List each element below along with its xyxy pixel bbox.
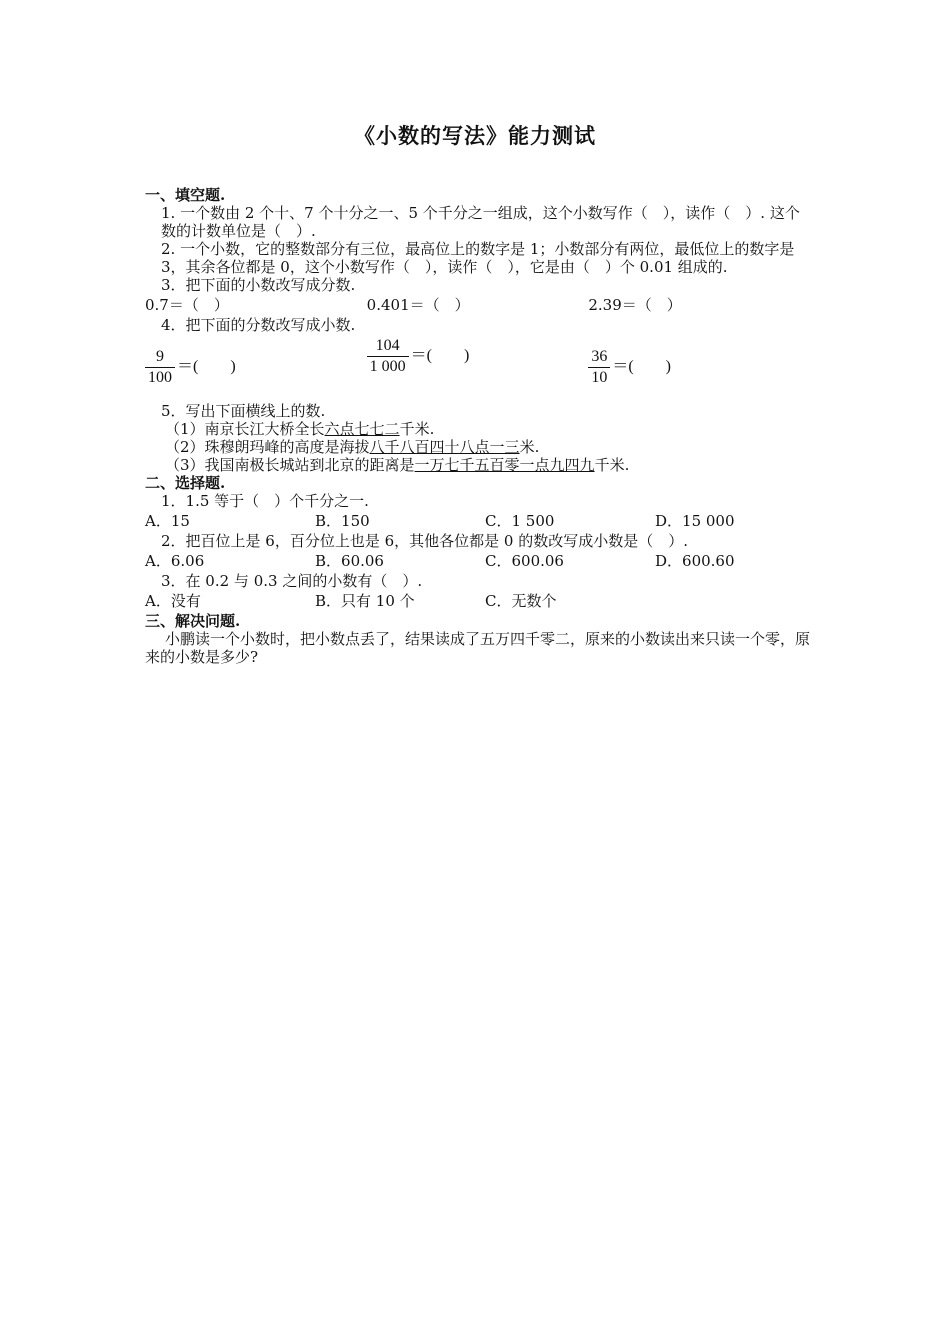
s2-question-3: 3．在 0.2 与 0.3 之间的小数有（ ）. bbox=[161, 572, 423, 590]
answer-blank: ＝( ) bbox=[177, 358, 236, 375]
s1-question-3: 3．把下面的小数改写成分数. bbox=[161, 276, 356, 294]
item-text: 千米. bbox=[594, 456, 630, 474]
s2-question-1: 1．1.5 等于（ ）个千分之一. bbox=[161, 492, 369, 510]
s2-q2-options bbox=[145, 550, 810, 572]
s2-q3-options bbox=[145, 590, 810, 612]
fraction-item bbox=[145, 347, 367, 388]
s1-question-5: 5．写出下面横线上的数. bbox=[161, 402, 326, 420]
denominator: 10 bbox=[588, 367, 610, 388]
option: B．只有 10 个 bbox=[315, 592, 415, 610]
page-title: 《小数的写法》能力测试 bbox=[354, 123, 596, 148]
s1-q5-item bbox=[145, 420, 810, 438]
item-text: （1）南京长江大桥全长 bbox=[165, 420, 325, 438]
item-text: 千米. bbox=[399, 420, 435, 438]
section-3-heading: 三、解决问题. bbox=[145, 612, 241, 630]
s2-q1-options bbox=[145, 510, 810, 532]
numerator: 36 bbox=[591, 347, 608, 365]
fraction bbox=[367, 336, 409, 377]
fraction bbox=[588, 347, 610, 388]
s1-q5-item bbox=[145, 438, 810, 456]
section-1-heading: 一、填空题. bbox=[145, 186, 226, 204]
section-2-heading: 二、选择题. bbox=[145, 474, 226, 492]
option: C．1 500 bbox=[485, 512, 555, 530]
item-text: （3）我国南极长城站到北京的距离是 bbox=[165, 456, 415, 474]
answer-blank: ＝( ) bbox=[612, 358, 672, 375]
option: D．600.60 bbox=[655, 552, 735, 570]
underlined-text: 八千八百四十八点一三 bbox=[369, 438, 520, 456]
numerator: 9 bbox=[156, 347, 164, 365]
answer-blank: ＝( ) bbox=[410, 347, 470, 364]
s1-q3-items bbox=[145, 294, 810, 316]
numerator: 104 bbox=[375, 336, 400, 354]
s1-question-1: 1. 一个数由 2 个十、7 个十分之一、5 个千分之一组成，这个小数写作（ ），读作（ ）. 这个数的计数单位是（ ）. bbox=[161, 204, 800, 240]
s1-q4-items bbox=[145, 336, 810, 398]
option: C．无数个 bbox=[485, 592, 557, 610]
s1-q3-item: 0.401＝（ ） bbox=[366, 296, 470, 314]
document-body bbox=[145, 186, 810, 666]
denominator: 1 000 bbox=[367, 356, 409, 377]
item-text: （2）珠穆朗玛峰的高度是海拔 bbox=[165, 438, 370, 456]
underlined-text: 一万七千五百零一点九四九 bbox=[414, 456, 595, 474]
denominator: 100 bbox=[145, 367, 175, 388]
item-text: 米. bbox=[519, 438, 540, 456]
s1-q5-item bbox=[145, 456, 810, 474]
fraction-item bbox=[588, 347, 810, 388]
s2-question-2: 2．把百位上是 6，百分位上也是 6，其他各位都是 0 的数改写成小数是（ ）. bbox=[161, 532, 689, 550]
option: B．150 bbox=[315, 512, 370, 530]
s1-q3-item: 2.39＝（ ） bbox=[588, 296, 682, 314]
underlined-text: 六点七七二 bbox=[324, 420, 400, 438]
option: A．没有 bbox=[145, 592, 201, 610]
fraction bbox=[145, 347, 175, 388]
fraction-item bbox=[367, 336, 589, 377]
s1-q3-item: 0.7＝（ ） bbox=[145, 296, 229, 314]
option: D．15 000 bbox=[655, 512, 735, 530]
option: A．15 bbox=[145, 512, 190, 530]
option: C．600.06 bbox=[485, 552, 564, 570]
s1-question-4: 4．把下面的分数改写成小数. bbox=[161, 316, 356, 334]
option: B．60.06 bbox=[315, 552, 384, 570]
s3-question: 小鹏读一个小数时，把小数点丢了，结果读成了五万四千零二，原来的小数读出来只读一个零，原来的小数是多少? bbox=[145, 630, 811, 666]
s1-question-2: 2. 一个小数，它的整数部分有三位，最高位上的数字是 1；小数部分有两位，最低位上的数字是 3，其余各位都是 0，这个小数写作（ ），读作（ ），它是由（ ）个 0.01 组成的. bbox=[161, 240, 795, 276]
option: A．6.06 bbox=[145, 552, 205, 570]
